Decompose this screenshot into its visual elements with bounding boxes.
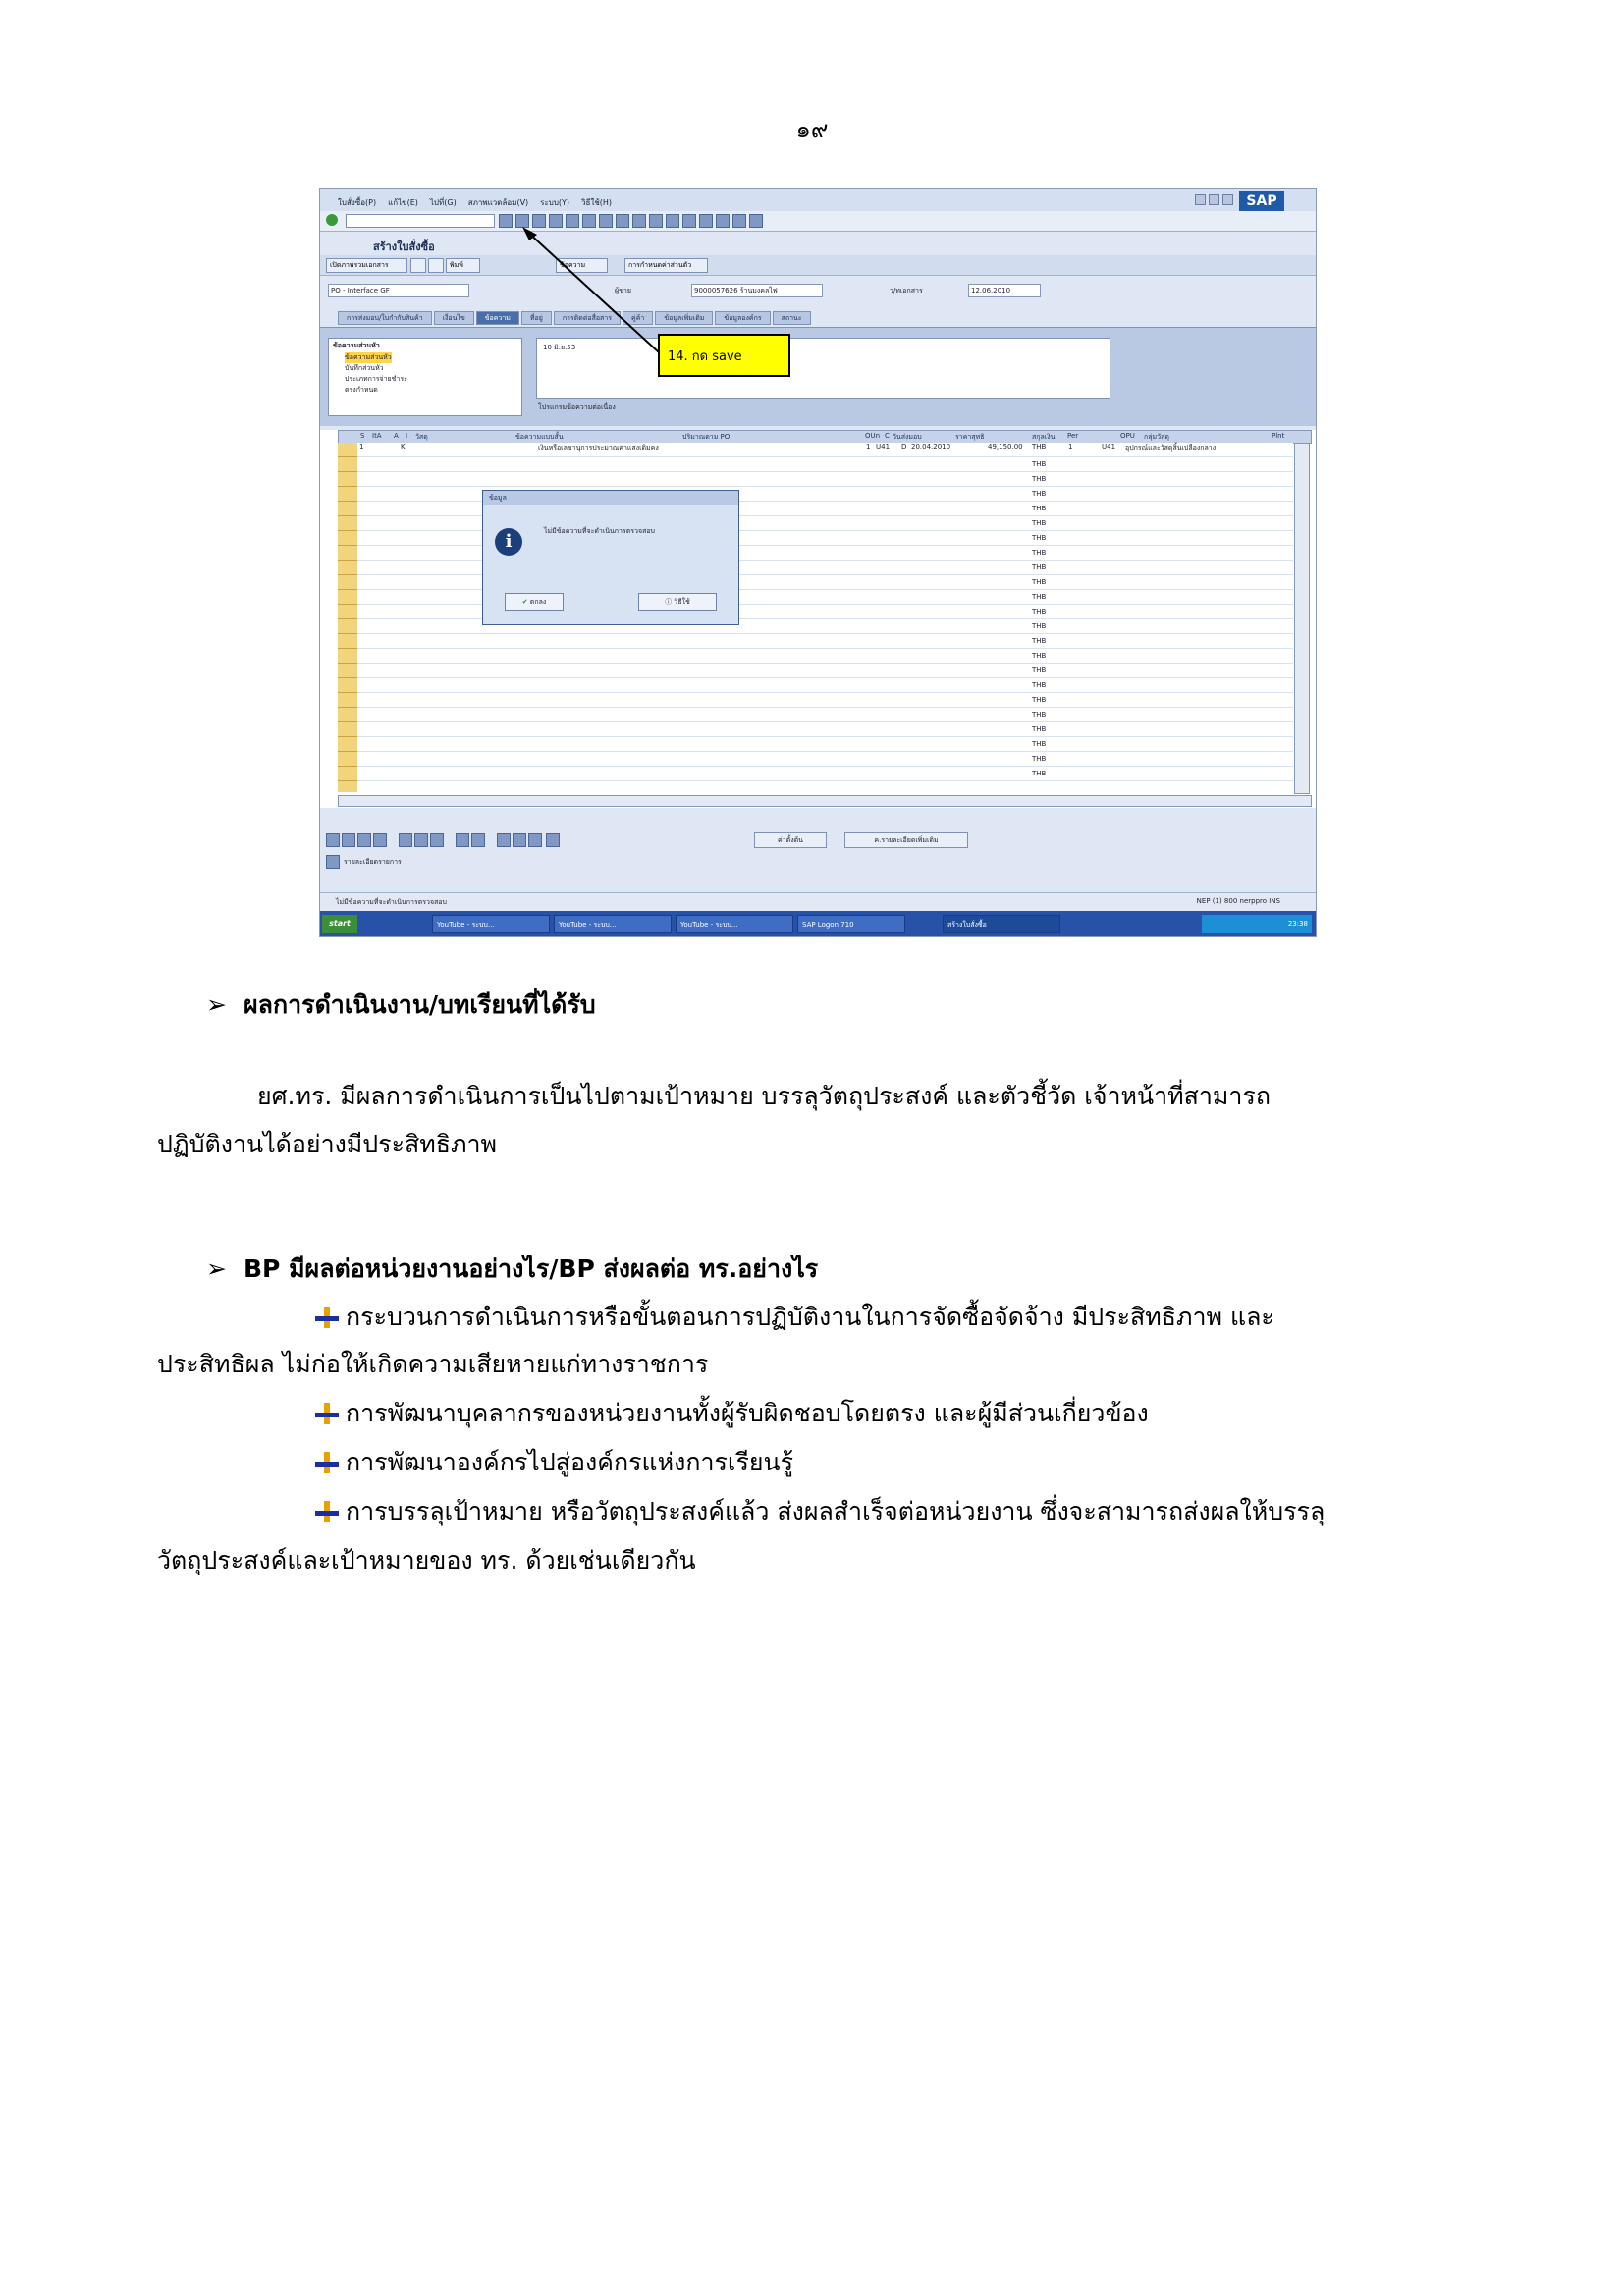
bullet-text: การพัฒนาองค์กรไปสู่องค์กรแห่งการเรียนรู้	[346, 1448, 794, 1476]
bullet-text: การบรรลุเป้าหมาย หรือวัตถุประสงค์แล้ว ส่งผลสำเร็จต่อหน่วยงาน ซึ่งจะสามารถส่งผลให้บรรลุ	[346, 1497, 1326, 1525]
bullet-continuation: ประสิทธิผล ไม่ก่อให้เกิดความเสียหายแก่ทางราชการ	[157, 1350, 709, 1378]
taskbar-item[interactable]: YouTube - ระบบ...	[554, 915, 672, 933]
cell-net-price: 49,150.00	[988, 443, 1023, 451]
arrow-bullet-icon: ➢	[206, 1255, 227, 1283]
tree-item[interactable]: ตรงกำหนด	[345, 386, 378, 394]
currency-cell: THB	[1032, 637, 1047, 645]
bullet-text: กระบวนการดำเนินการหรือขั้นตอนการปฏิบัติงานในการจัดซื้อจัดจ้าง มีประสิทธิภาพ และ	[346, 1303, 1274, 1331]
currency-cell: THB	[1032, 667, 1047, 674]
col-header[interactable]: วันส่งมอบ	[893, 433, 922, 441]
col-header[interactable]: OUn	[865, 432, 881, 440]
cell-opu: U41	[1102, 443, 1116, 451]
currency-cell: THB	[1032, 563, 1047, 571]
status-message: ไม่มีข้อความที่จะดำเนินการตรวจสอบ	[336, 898, 447, 906]
cell-qty: 1	[866, 443, 871, 451]
currency-cell: THB	[1032, 519, 1047, 527]
editor-text: 10 มิ.ย.53	[543, 344, 576, 351]
print-button[interactable]: พิมพ์	[446, 258, 480, 273]
dialog-message: ไม่มีข้อความที่จะดำเนินการตรวจสอบ	[544, 527, 655, 535]
tab-additional-data[interactable]: ข้อมูลเพิ่มเติม	[655, 311, 713, 325]
col-header[interactable]: Plnt	[1272, 432, 1285, 440]
tree-item[interactable]: ประเภทการจ่ายชำระ	[345, 375, 407, 383]
taskbar-item[interactable]: YouTube - ระบบ...	[432, 915, 550, 933]
col-header[interactable]: Per	[1067, 432, 1079, 440]
cross-bullet-icon	[314, 1501, 340, 1522]
currency-cell: THB	[1032, 490, 1047, 498]
currency-cell: THB	[1032, 696, 1047, 704]
col-header[interactable]: ราคาสุทธิ	[955, 433, 985, 441]
vendor-label: ผู้ขาย	[615, 287, 631, 294]
tab-conditions[interactable]: เงื่อนไข	[434, 311, 474, 325]
col-header[interactable]: C	[885, 432, 890, 440]
currency-cell: THB	[1032, 549, 1047, 557]
col-header[interactable]: ปริมาณตาม PO	[682, 433, 731, 441]
help-button-label: วิธีใช้	[674, 598, 690, 606]
messages-button[interactable]: ข้อความ	[556, 258, 608, 273]
heading-text: ผลการดำเนินงาน/บทเรียนที่ได้รับ	[244, 990, 596, 1019]
col-header[interactable]: A	[394, 432, 399, 440]
currency-cell: THB	[1032, 652, 1047, 660]
vendor-field[interactable]: 9000057626 ร้านมงคลไฟ	[691, 284, 823, 297]
personal-settings-button[interactable]: การกำหนดค่าส่วนตัว	[624, 258, 708, 273]
screen-title: สร้างใบสั่งซื้อ	[373, 240, 435, 253]
cell-unit: U41	[876, 443, 891, 451]
tab-org-data[interactable]: ข้อมูลองค์กร	[715, 311, 770, 325]
cross-bullet-icon	[314, 1403, 340, 1424]
default-values-button[interactable]: ค่าตั้งต้น	[754, 832, 827, 848]
page-number: ๑๙	[795, 116, 829, 143]
tab-delivery[interactable]: การส่งมอบ/ใบกำกับสินค้า	[338, 311, 432, 325]
menu-goto[interactable]: ไปที่(G)	[429, 198, 457, 207]
currency-cell: THB	[1032, 622, 1047, 630]
additional-planning-button[interactable]: ค.รายละเอียดเพิ่มเติม	[844, 832, 968, 848]
tab-communication[interactable]: การติดต่อสื่อสาร	[554, 311, 621, 325]
tab-address[interactable]: ที่อยู่	[521, 311, 552, 325]
cell-currency: THB	[1032, 443, 1047, 451]
currency-cell: THB	[1032, 755, 1047, 763]
cell-per: 1	[1068, 443, 1073, 451]
taskbar-item-active[interactable]: สร้างใบสั่งซื้อ	[943, 915, 1060, 933]
tree-item[interactable]: ข้อความส่วนหัว	[345, 353, 392, 361]
cell-short-text: เงินหรือเลขานุการประมาณค่าแสงเดิมคง	[538, 444, 659, 452]
arrow-bullet-icon: ➢	[206, 990, 227, 1019]
currency-cell: THB	[1032, 475, 1047, 483]
bullet-text: การพัฒนาบุคลากรของหน่วยงานทั้งผู้รับผิดชอบโดยตรง และผู้มีส่วนเกี่ยวข้อง	[346, 1399, 1149, 1427]
cell-cat: D	[901, 443, 907, 451]
instruction-callout: 14. กด save	[658, 334, 790, 377]
currency-cell: THB	[1032, 505, 1047, 512]
taskbar-item[interactable]: SAP Logon 710	[797, 915, 905, 933]
doc-date-field[interactable]: 12.06.2010	[968, 284, 1041, 297]
cross-bullet-icon	[314, 1452, 340, 1473]
bullet-continuation: วัตถุประสงค์และเป้าหมายของ ทร. ด้วยเช่นเดียวกัน	[157, 1546, 696, 1575]
menu-system[interactable]: ระบบ(Y)	[540, 198, 570, 207]
currency-cell: THB	[1032, 740, 1047, 748]
document-overview-button[interactable]: เปิดภาพรวมเอกสาร	[326, 258, 407, 273]
currency-cell: THB	[1032, 711, 1047, 719]
section-heading-impact	[206, 1250, 818, 1289]
taskbar-clock: 23:38	[1202, 915, 1312, 933]
cell-item: 1	[359, 443, 364, 451]
currency-cell: THB	[1032, 534, 1047, 542]
po-type-select[interactable]: PO - Interface GF	[328, 284, 469, 297]
cell-delivery: 20.04.2010	[911, 443, 951, 451]
taskbar-item[interactable]: YouTube - ระบบ...	[676, 915, 793, 933]
currency-cell: THB	[1032, 593, 1047, 601]
bullet-item	[314, 1298, 1274, 1337]
help-circle-icon: ⓘ	[665, 598, 673, 606]
menu-purchase-order[interactable]: ใบสั่งซื้อ(P)	[338, 198, 377, 207]
doc-date-label: ว/ทเอกสาร	[890, 287, 923, 294]
checkmark-icon: ✔	[521, 598, 528, 606]
currency-cell: THB	[1032, 770, 1047, 777]
ok-button-label: ตกลง	[529, 598, 547, 606]
col-header[interactable]: OPU	[1120, 432, 1135, 440]
cell-acct: K	[401, 443, 406, 451]
col-header[interactable]: สกุลเงิน	[1032, 433, 1056, 441]
system-info: NEP (1) 800 nerppro INS	[1196, 897, 1280, 905]
bullet-item	[314, 1394, 1149, 1433]
col-header[interactable]: ข้อความแบบสั้น	[515, 433, 564, 441]
tab-status[interactable]: สถานะ	[773, 311, 811, 325]
sap-logo: SAP	[1239, 191, 1284, 211]
sap-screenshot	[319, 188, 1317, 937]
paragraph-line: ยศ.ทร. มีผลการดำเนินการเป็นไปตามเป้าหมาย บรรลุวัตถุประสงค์ และตัวชี้วัด เจ้าหน้าที่สามารถ	[257, 1082, 1271, 1110]
callout-arrow	[320, 189, 1316, 936]
currency-cell: THB	[1032, 460, 1047, 468]
col-header[interactable]: กลุ่มวัสดุ	[1144, 433, 1169, 441]
editor-footer[interactable]: โปรแกรมข้อความต่อเนื่อง	[538, 403, 616, 411]
item-details-label[interactable]: รายละเอียดรายการ	[344, 858, 402, 866]
currency-cell: THB	[1032, 608, 1047, 615]
info-icon: i	[495, 528, 522, 556]
tree-item[interactable]: บันทึกส่วนหัว	[345, 364, 384, 372]
dialog-title: ข้อมูล	[483, 491, 738, 505]
menu-edit[interactable]: แก้ไข(E)	[388, 198, 418, 207]
tab-partners[interactable]: คู่ค้า	[623, 311, 653, 325]
col-header[interactable]: วัสดุ	[415, 433, 428, 441]
currency-cell: THB	[1032, 681, 1047, 689]
tree-header: ข้อความส่วนหัว	[333, 342, 380, 349]
cross-bullet-icon	[314, 1307, 340, 1328]
bullet-item	[314, 1492, 1325, 1531]
col-header[interactable]: ItA	[372, 432, 382, 440]
paragraph-line: ปฏิบัติงานได้อย่างมีประสิทธิภาพ	[157, 1130, 498, 1158]
menu-environment[interactable]: สภาพแวดล้อม(V)	[467, 198, 529, 207]
col-header[interactable]: I	[406, 432, 408, 440]
currency-cell: THB	[1032, 725, 1047, 733]
section-heading-results	[206, 986, 596, 1025]
heading-text: BP มีผลต่อหน่วยงานอย่างไร/BP ส่งผลต่อ ทร.อย่างไร	[244, 1255, 819, 1283]
start-button[interactable]: start	[322, 915, 357, 933]
tab-texts[interactable]: ข้อความ	[476, 311, 519, 325]
cell-mat-group: อุปกรณ์และวัสดุสิ้นเปลืองกลาง	[1125, 444, 1217, 452]
bullet-item	[314, 1443, 793, 1482]
currency-cell: THB	[1032, 578, 1047, 586]
menu-help[interactable]: วิธีใช้(H)	[581, 198, 613, 207]
col-header[interactable]: S	[360, 432, 365, 440]
